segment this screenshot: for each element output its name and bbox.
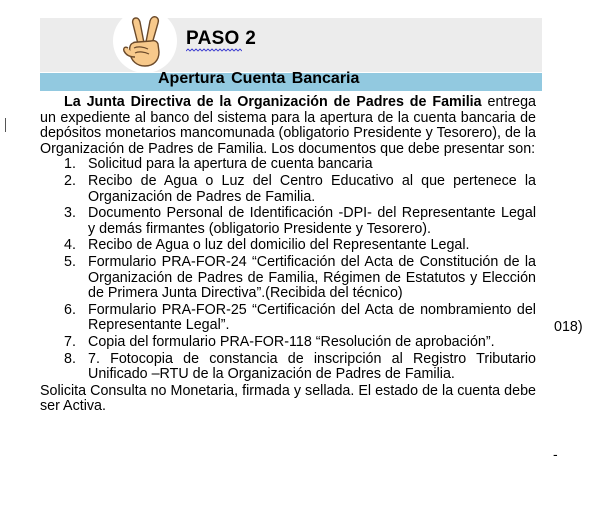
intro-paragraph <box>40 95 536 157</box>
list-item-text: Recibo de Agua o luz del domicilio del Representante Legal. <box>88 237 470 254</box>
list-item <box>40 255 536 302</box>
list-item <box>40 157 536 173</box>
list-number: 2. <box>64 172 76 189</box>
margin-note: 018) <box>554 319 583 335</box>
list-item-text: Formulario PRA-FOR-24 “Certificación del Acta de Constitución de la Organización de Padres de Familia, Régimen de Estatutos y Elección de Primera Junta Directiva”.(Recibida del técnico) <box>88 253 536 302</box>
intro-lead: La Junta Directiva de la Organización de Padres de Familia <box>64 94 482 110</box>
victory-hand-icon <box>112 8 178 74</box>
list-item-text: Documento Personal de Identificación -DPI- del Representante Legal y demás firmantes (obligatorio Presidente y Tesorero). <box>88 205 536 237</box>
list-item-text: 7. Fotocopia de constancia de inscripción al Registro Tributario Unificado –RTU de la Organización de Padres de Familia. <box>88 350 536 383</box>
list-number: 1. <box>64 156 76 173</box>
list-number: 4. <box>64 237 76 254</box>
margin-dash: - <box>553 446 558 462</box>
list-item <box>40 238 536 254</box>
closing-paragraph: Solicita Consulta no Monetaria, firmada y sellada. El estado de la cuenta debe ser Activa. <box>40 382 536 415</box>
list-item-text: Copia del formulario PRA-FOR-118 “Resolución de aprobación”. <box>88 333 495 350</box>
list-item <box>40 335 536 351</box>
list-item-text: Solicitud para la apertura de cuenta bancaria <box>88 156 373 173</box>
list-item <box>40 206 536 237</box>
list-number: 8. <box>64 350 76 367</box>
text-cursor <box>5 118 6 132</box>
spellcheck-underline <box>186 48 242 52</box>
list-number: 3. <box>64 205 76 222</box>
list-item <box>40 174 536 205</box>
step-label: PASO 2 <box>186 28 257 49</box>
list-number: 5. <box>64 253 76 270</box>
document-body <box>40 95 536 415</box>
list-item-text: Recibo de Agua o Luz del Centro Educativo al que pertenece la Organización de Padres de Familia. <box>88 172 536 205</box>
intro-text: entrega un expediente al banco del sistema para la apertura de la cuenta bancaria de depósitos monetarios mancomunada (obligatorio Presidente y Tesorero), de la Organización de Padres de Familia. Los documentos que debe presentar son: <box>40 94 536 157</box>
section-title: Apertura Cuenta Bancaria <box>158 70 360 87</box>
list-item <box>40 303 536 334</box>
document-list <box>40 157 536 382</box>
list-number: 6. <box>64 301 76 318</box>
list-item-text: Formulario PRA-FOR-25 “Certificación del Acta de nombramiento del Representante Legal”. <box>88 301 536 334</box>
list-number: 7. <box>64 333 76 350</box>
list-item <box>40 352 536 383</box>
